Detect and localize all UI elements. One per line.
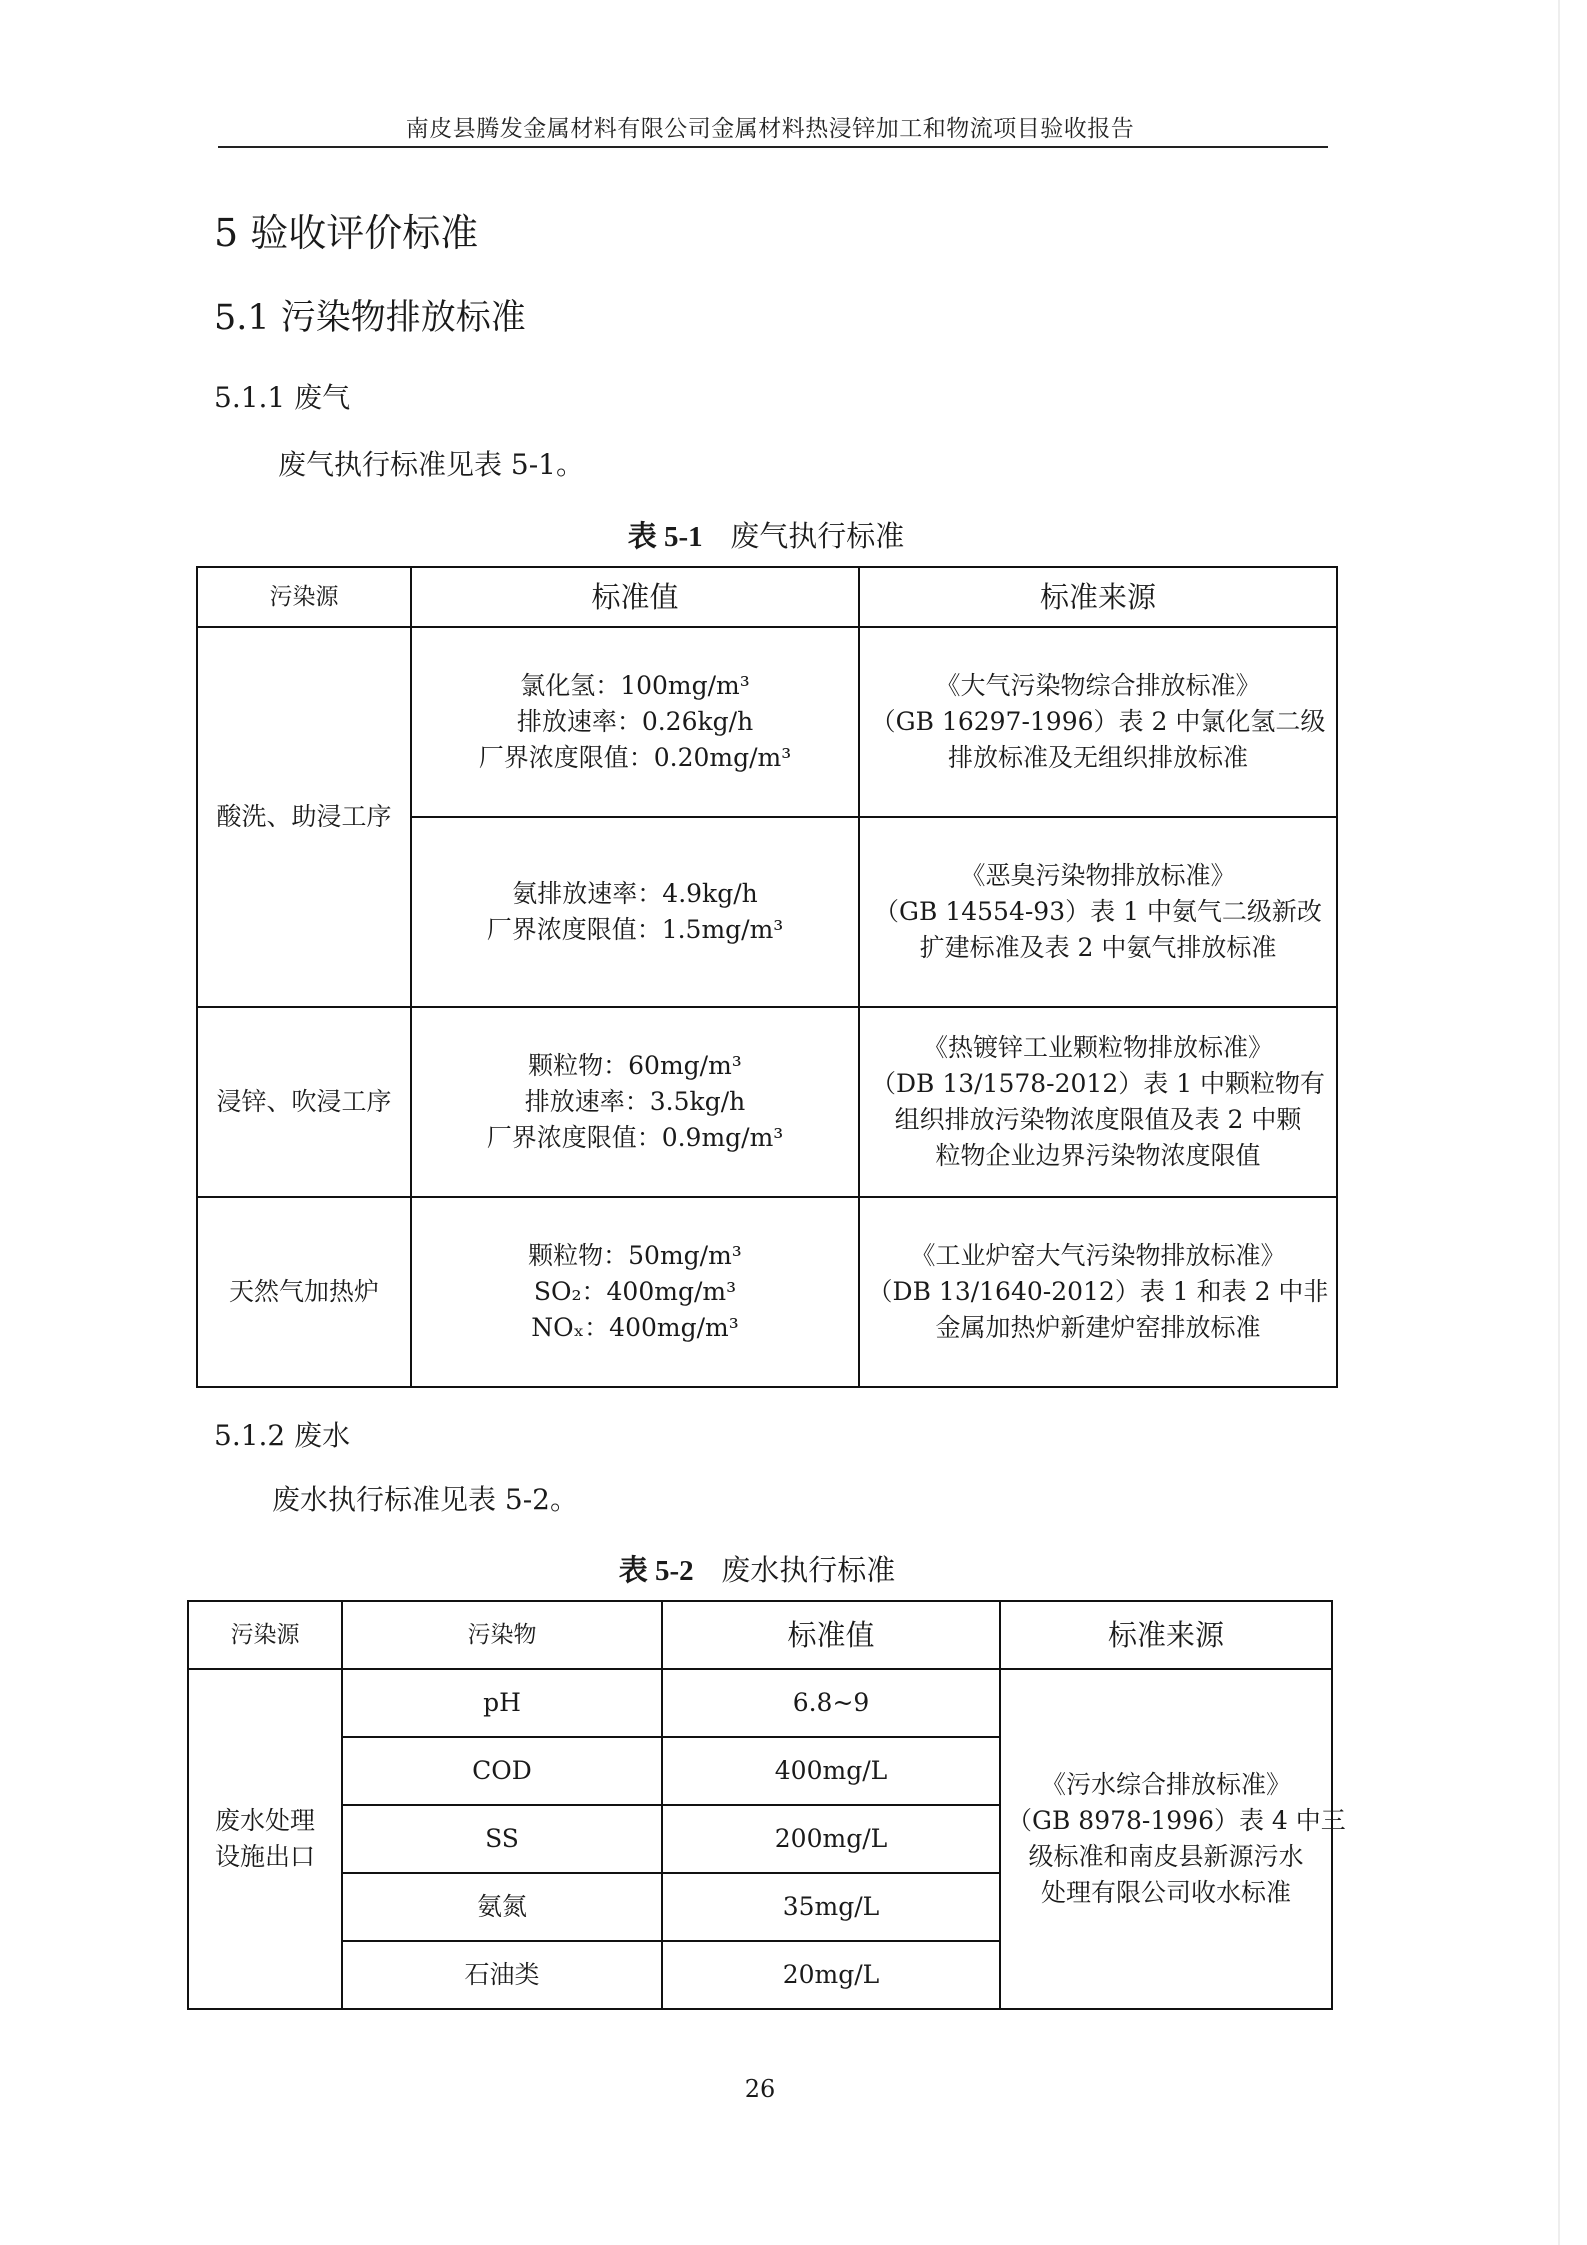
table-5-1-caption (196, 514, 1336, 555)
source-line: 级标准和南皮县新源污水 (1028, 1842, 1304, 1871)
column-header: 标准值 (662, 1601, 1000, 1669)
table-header-row (188, 1601, 1332, 1669)
value-line: 排放速率：3.5kg/h (524, 1087, 746, 1116)
column-header: 标准来源 (859, 567, 1337, 627)
column-header: 污染物 (342, 1601, 662, 1669)
pollutant-cell: SS (342, 1805, 662, 1873)
table-5-1-title: 废气执行标准 (730, 519, 905, 553)
source-line: （GB 16297-1996）表 2 中氯化氢二级 (870, 707, 1326, 736)
section-title: 5.1 污染物排放标准 (214, 298, 526, 338)
subsection-waste-gas-heading: 5.1.1 废气 (214, 381, 351, 414)
table-5-2-number: 表 5-2 (618, 1555, 694, 1587)
source-line: 《污水综合排放标准》 (1040, 1770, 1291, 1799)
value-line: 颗粒物：50mg/m³ (528, 1241, 742, 1270)
pollutant-cell: COD (342, 1737, 662, 1805)
page-number: 26 (744, 2075, 776, 2103)
source-line: （GB 8978-1996）表 4 中三 (1007, 1806, 1346, 1835)
header-rule (218, 146, 1328, 148)
waste-water-intro: 废水执行标准见表 5-2。 (272, 1483, 578, 1516)
column-header: 污染源 (197, 567, 411, 627)
source-line: （DB 13/1578-2012）表 1 中颗粒物有 (870, 1069, 1326, 1098)
pollutant-cell: 石油类 (342, 1941, 662, 2009)
source-line: 《工业炉窑大气污染物排放标准》 (910, 1241, 1286, 1270)
standard-value-cell (411, 1007, 859, 1197)
value-line: 颗粒物：60mg/m³ (528, 1051, 742, 1080)
value-line: 厂界浓度限值：0.20mg/m³ (478, 743, 792, 772)
waste-gas-intro: 废气执行标准见表 5-1。 (278, 448, 584, 481)
table-5-2-title: 废水执行标准 (721, 1553, 896, 1587)
waste-gas-table (196, 566, 1338, 1388)
standard-value-cell (411, 627, 859, 817)
pollutant-cell: pH (342, 1669, 662, 1737)
source-line: 《恶臭污染物排放标准》 (960, 861, 1236, 890)
column-header: 标准来源 (1000, 1601, 1332, 1669)
standard-source-cell (859, 817, 1337, 1007)
pollution-source-cell: 浸锌、吹浸工序 (197, 1007, 411, 1197)
table-row (188, 1669, 1332, 1737)
source-line: 《热镀锌工业颗粒物排放标准》 (922, 1033, 1273, 1062)
source-line: 粒物企业边界污染物浓度限值 (935, 1141, 1261, 1170)
subsection-waste-water-heading: 5.1.2 废水 (214, 1419, 351, 1452)
table-header-row (197, 567, 1337, 627)
source-line: 《大气污染物综合排放标准》 (935, 671, 1261, 700)
standard-source-cell (1000, 1669, 1346, 2009)
standard-value-cell (411, 817, 859, 1007)
value-line: NOₓ：400mg/m³ (531, 1313, 739, 1342)
standard-value-cell (411, 1197, 859, 1387)
table-row (197, 1197, 1337, 1387)
pollution-source-cell: 天然气加热炉 (197, 1197, 411, 1387)
table-row (197, 1007, 1337, 1197)
table-5-2-caption (187, 1548, 1327, 1589)
value-line: SO₂：400mg/m³ (533, 1277, 737, 1306)
source-line: 排放标准及无组织排放标准 (947, 743, 1248, 772)
table-row (197, 627, 1337, 817)
running-header: 南皮县腾发金属材料有限公司金属材料热浸锌加工和物流项目验收报告 (405, 116, 1135, 142)
waste-water-table (187, 1600, 1346, 2010)
chapter-title: 5 验收评价标准 (214, 211, 479, 255)
standard-value-cell: 200mg/L (662, 1805, 1000, 1873)
value-line: 排放速率：0.26kg/h (516, 707, 754, 736)
standard-value-cell: 400mg/L (662, 1737, 1000, 1805)
standard-source-cell (859, 1007, 1337, 1197)
pollutant-cell: 氨氮 (342, 1873, 662, 1941)
value-line: 厂界浓度限值：1.5mg/m³ (486, 915, 784, 944)
standard-value-cell: 6.8~9 (662, 1669, 1000, 1737)
column-header: 污染源 (188, 1601, 342, 1669)
standard-source-cell (859, 627, 1337, 817)
column-header: 标准值 (411, 567, 859, 627)
source-line: （DB 13/1640-2012）表 1 和表 2 中非 (867, 1277, 1329, 1306)
source-line: 组织排放污染物浓度限值及表 2 中颗 (894, 1105, 1302, 1134)
scan-edge (1558, 0, 1560, 2245)
standard-value-cell: 20mg/L (662, 1941, 1000, 2009)
value-line: 氯化氢：100mg/m³ (520, 671, 750, 700)
standard-source-cell (859, 1197, 1337, 1387)
standard-value-cell: 35mg/L (662, 1873, 1000, 1941)
value-line: 厂界浓度限值：0.9mg/m³ (486, 1123, 784, 1152)
table-5-1-number: 表 5-1 (627, 521, 703, 553)
source-line: 金属加热炉新建炉窑排放标准 (935, 1313, 1261, 1342)
value-line: 氨排放速率：4.9kg/h (512, 879, 758, 908)
source-line: 设施出口 (214, 1842, 315, 1871)
source-line: 扩建标准及表 2 中氨气排放标准 (919, 933, 1277, 962)
pollution-source-cell (188, 1669, 342, 2009)
source-line: 处理有限公司收水标准 (1040, 1878, 1291, 1907)
source-line: 废水处理 (214, 1806, 315, 1835)
source-line: （GB 14554-93）表 1 中氨气二级新改 (874, 897, 1322, 926)
pollution-source-cell: 酸洗、助浸工序 (197, 627, 411, 1007)
